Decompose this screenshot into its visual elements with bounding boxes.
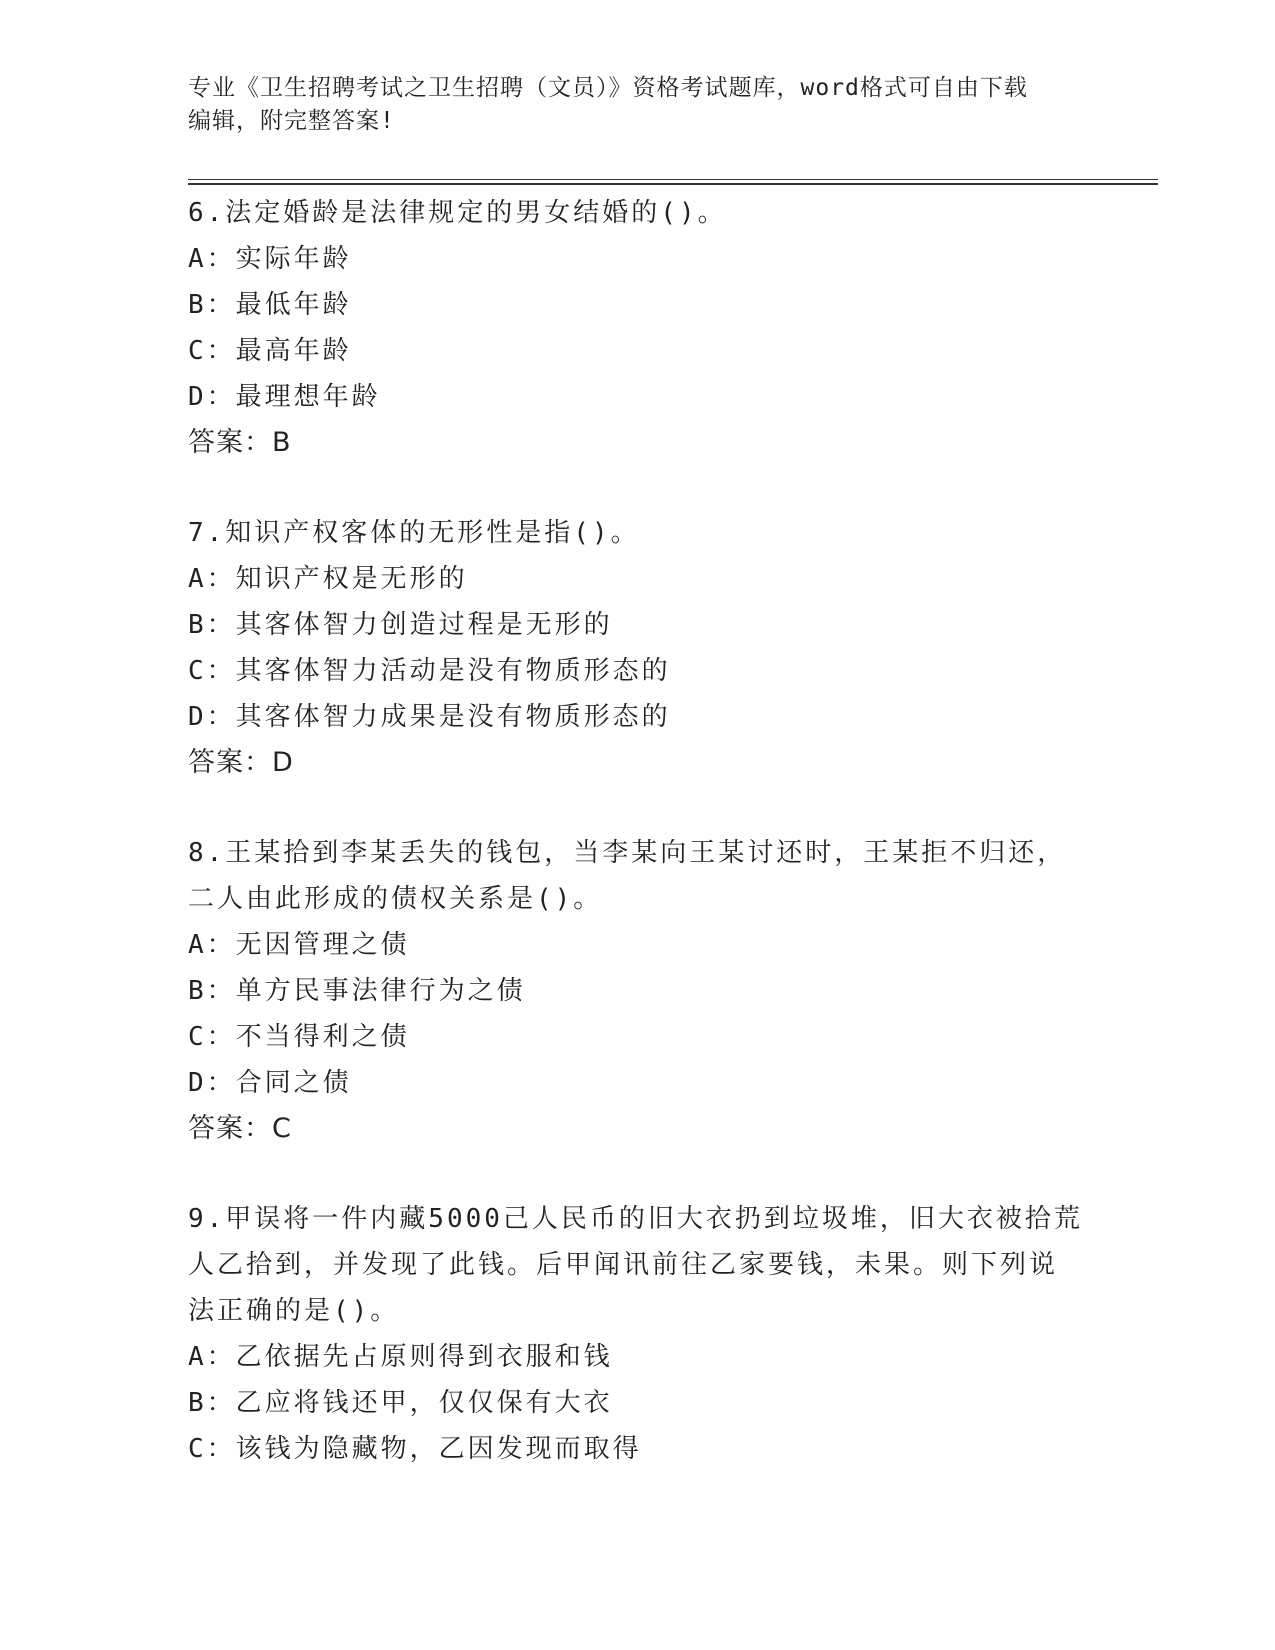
header-rule-thin [188, 179, 1158, 180]
option-a: A：乙依据先占原则得到衣服和钱 [188, 1342, 613, 1372]
stem-line: 8.王某拾到李某丢失的钱包，当李某向王某讨还时，王某拒不归还， [188, 838, 1067, 868]
option-b: B：最低年龄 [188, 290, 352, 320]
stem-line: 人乙拾到，并发现了此钱。后甲闻讯前往乙家要钱，未果。则下列说 [188, 1250, 1059, 1280]
answer: 答案：D [188, 747, 294, 778]
question-stem [188, 830, 1088, 922]
document-header [188, 72, 1068, 138]
question-stem [188, 1196, 1088, 1334]
option-c: C：该钱为隐藏物，乙因发现而取得 [188, 1434, 642, 1464]
answer: 答案：B [188, 427, 292, 458]
option-a: A：无因管理之债 [188, 930, 410, 960]
option-d: D：最理想年龄 [188, 382, 381, 412]
question-8 [188, 830, 1088, 1152]
header-rule-thick [188, 183, 1158, 185]
option-b: B：其客体智力创造过程是无形的 [188, 610, 613, 640]
header-line-1: 专业《卫生招聘考试之卫生招聘（文员）》资格考试题库，word格式可自由下载 [188, 75, 1028, 101]
option-b: B：单方民事法律行为之债 [188, 976, 526, 1006]
option-b: B：乙应将钱还甲，仅仅保有大衣 [188, 1388, 613, 1418]
header-line-2: 编辑，附完整答案! [188, 108, 395, 134]
option-c: C：最高年龄 [188, 336, 352, 366]
option-d: D：合同之债 [188, 1068, 352, 1098]
stem-line: 7.知识产权客体的无形性是指()。 [188, 518, 640, 548]
question-6 [188, 190, 1088, 466]
option-a: A：实际年龄 [188, 244, 352, 274]
option-c: C：不当得利之债 [188, 1022, 410, 1052]
question-7 [188, 510, 1088, 786]
answer: 答案：C [188, 1113, 292, 1144]
stem-line: 9.甲误将一件内藏5000己人民币的旧大衣扔到垃圾堆，旧大衣被拾荒 [188, 1204, 1083, 1234]
option-c: C：其客体智力活动是没有物质形态的 [188, 656, 671, 686]
question-stem [188, 190, 1088, 236]
option-a: A：知识产权是无形的 [188, 564, 468, 594]
option-d: D：其客体智力成果是没有物质形态的 [188, 702, 671, 732]
stem-line: 6.法定婚龄是法律规定的男女结婚的()。 [188, 198, 727, 228]
question-stem [188, 510, 1088, 556]
stem-line: 二人由此形成的债权关系是()。 [188, 884, 603, 914]
question-9 [188, 1196, 1088, 1472]
question-list [188, 190, 1088, 1516]
stem-line: 法正确的是()。 [188, 1296, 400, 1326]
